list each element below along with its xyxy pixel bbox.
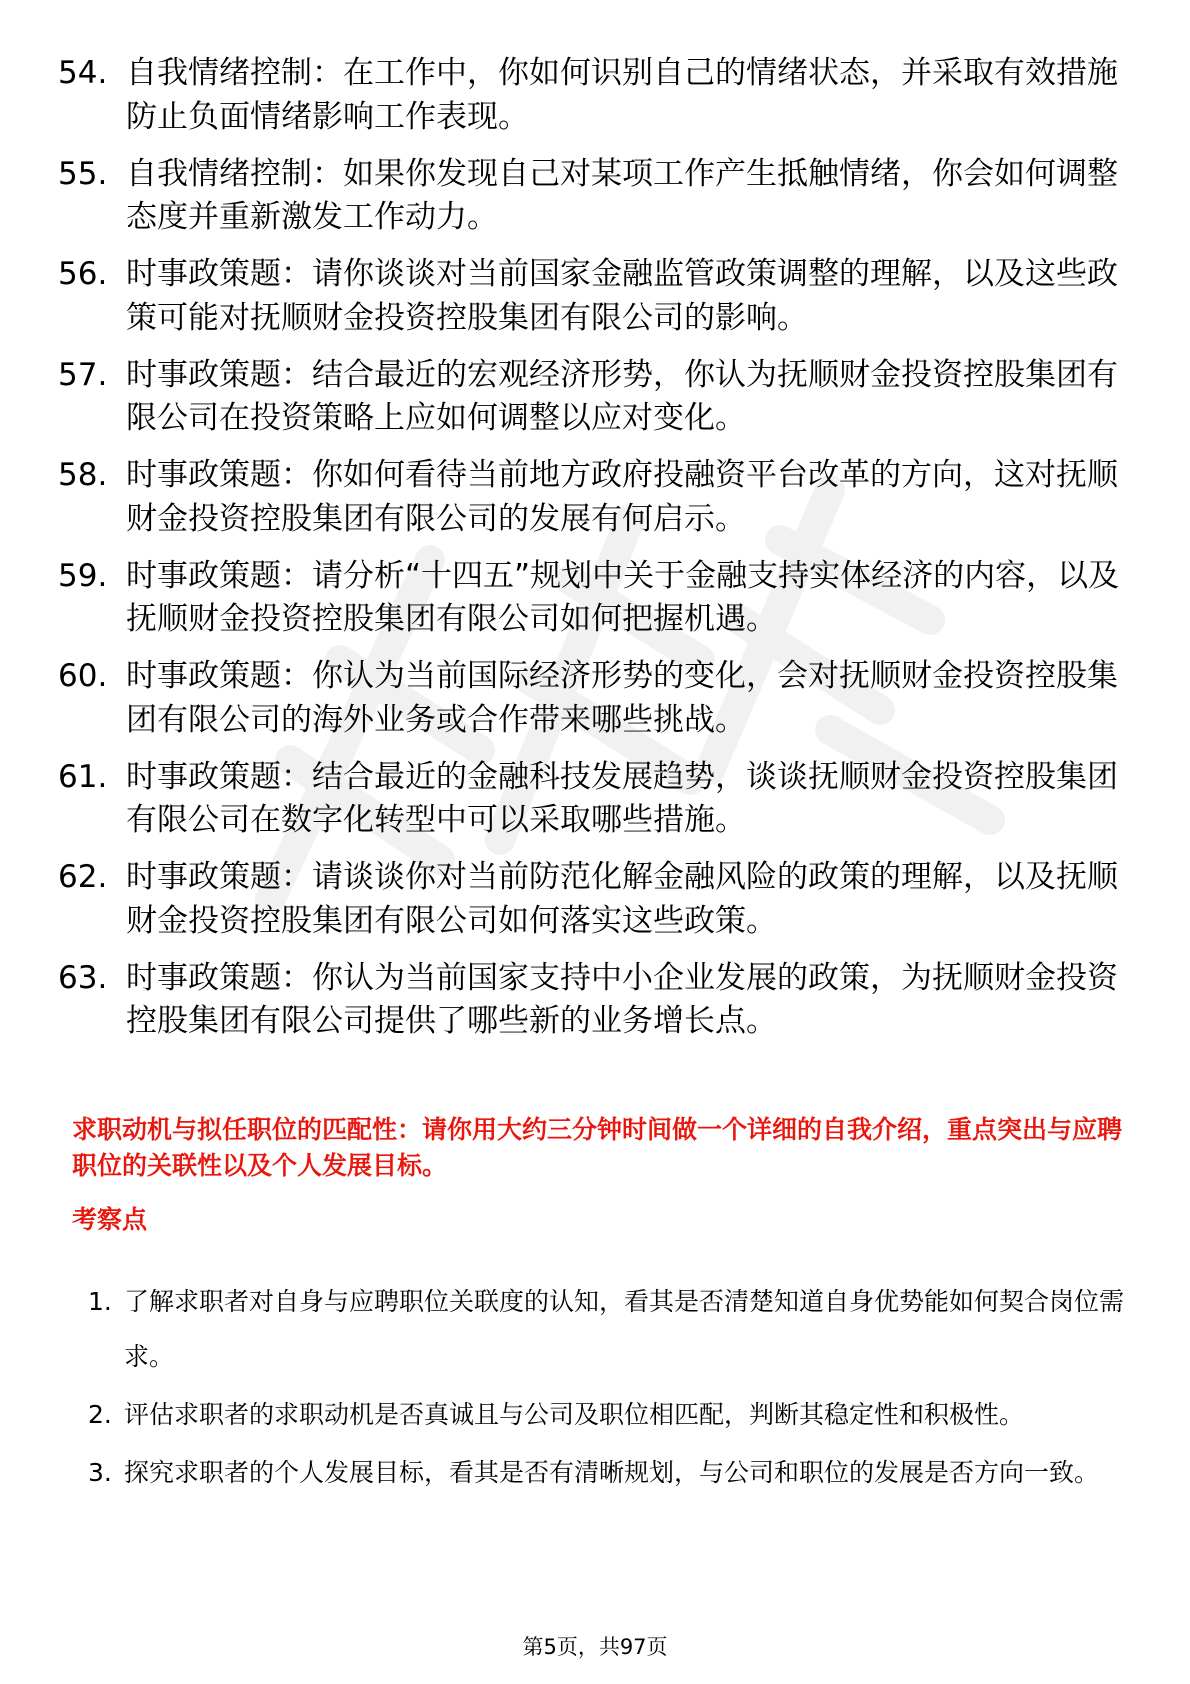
question-number: 60.: [58, 658, 108, 694]
point-number: 3.: [88, 1458, 112, 1487]
question-text: 时事政策题：你如何看待当前地方政府投融资平台改革的方向，这对抚顺财金投资控股集团有限公司的发展有何启示。: [126, 457, 1118, 537]
question-text: 自我情绪控制：如果你发现自己对某项工作产生抵触情绪，你会如何调整态度并重新激发工作动力。: [126, 155, 1118, 235]
question-number: 56.: [58, 256, 108, 292]
page-footer: 第5页，共97页: [522, 1635, 668, 1659]
list-item: [58, 52, 1138, 139]
list-item: [88, 1274, 1128, 1384]
question-text: 时事政策题：请谈谈你对当前防范化解金融风险的政策的理解，以及抚顺财金投资控股集团有限公司如何落实这些政策。: [126, 859, 1118, 939]
question-text: 时事政策题：请你谈谈对当前国家金融监管政策调整的理解，以及这些政策可能对抚顺财金投资控股集团有限公司的影响。: [126, 256, 1118, 336]
focus-points-heading: 考察点: [72, 1205, 148, 1234]
point-number: 1.: [88, 1287, 112, 1316]
question-text: 时事政策题：结合最近的金融科技发展趋势，谈谈抚顺财金投资控股集团有限公司在数字化转型中可以采取哪些措施。: [126, 758, 1118, 838]
list-item: [88, 1445, 1128, 1500]
list-item: [58, 454, 1138, 541]
question-number: 57.: [58, 356, 108, 393]
question-text: 时事政策题：结合最近的宏观经济形势，你认为抚顺财金投资控股集团有限公司在投资策略上应如何调整以应对变化。: [126, 356, 1118, 436]
section-heading: 求职动机与拟任职位的匹配性：请你用大约三分钟时间做一个详细的自我介绍，重点突出与应聘职位的关联性以及个人发展目标。: [72, 1115, 1123, 1180]
question-number: 59.: [58, 557, 108, 594]
question-number: 63.: [58, 959, 108, 996]
point-text: 探究求职者的个人发展目标，看其是否有清晰规划，与公司和职位的发展是否方向一致。: [124, 1458, 1100, 1487]
question-text: 时事政策题：你认为当前国家支持中小企业发展的政策，为抚顺财金投资控股集团有限公司提供了哪些新的业务增长点。: [126, 959, 1118, 1039]
question-number: 58.: [58, 457, 108, 493]
list-item: [58, 354, 1138, 441]
question-list: [58, 52, 1138, 1057]
point-text: 评估求职者的求职动机是否真诚且与公司及职位相匹配，判断其稳定性和积极性。: [124, 1400, 1025, 1429]
list-item: [58, 655, 1138, 742]
list-item: [58, 856, 1138, 943]
list-item: [58, 756, 1138, 843]
question-number: 61.: [58, 758, 108, 795]
question-number: 55.: [58, 155, 108, 192]
question-number: 62.: [58, 859, 108, 895]
list-item: [58, 957, 1138, 1044]
point-number: 2.: [88, 1400, 112, 1429]
focus-points-list: [88, 1274, 1128, 1503]
list-item: [58, 253, 1138, 340]
question-text: 时事政策题：你认为当前国际经济形势的变化，会对抚顺财金投资控股集团有限公司的海外业务或合作带来哪些挑战。: [126, 658, 1118, 738]
question-text: 时事政策题：请分析“十四五”规划中关于金融支持实体经济的内容，以及抚顺财金投资控股集团有限公司如何把握机遇。: [126, 557, 1120, 637]
question-text: 自我情绪控制：在工作中，你如何识别自己的情绪状态，并采取有效措施防止负面情绪影响工作表现。: [126, 55, 1118, 135]
question-number: 54.: [58, 55, 108, 91]
point-text: 了解求职者对自身与应聘职位关联度的认知，看其是否清楚知道自身优势能如何契合岗位需求。: [124, 1287, 1125, 1371]
list-item: [88, 1387, 1128, 1442]
list-item: [58, 555, 1138, 642]
list-item: [58, 153, 1138, 240]
